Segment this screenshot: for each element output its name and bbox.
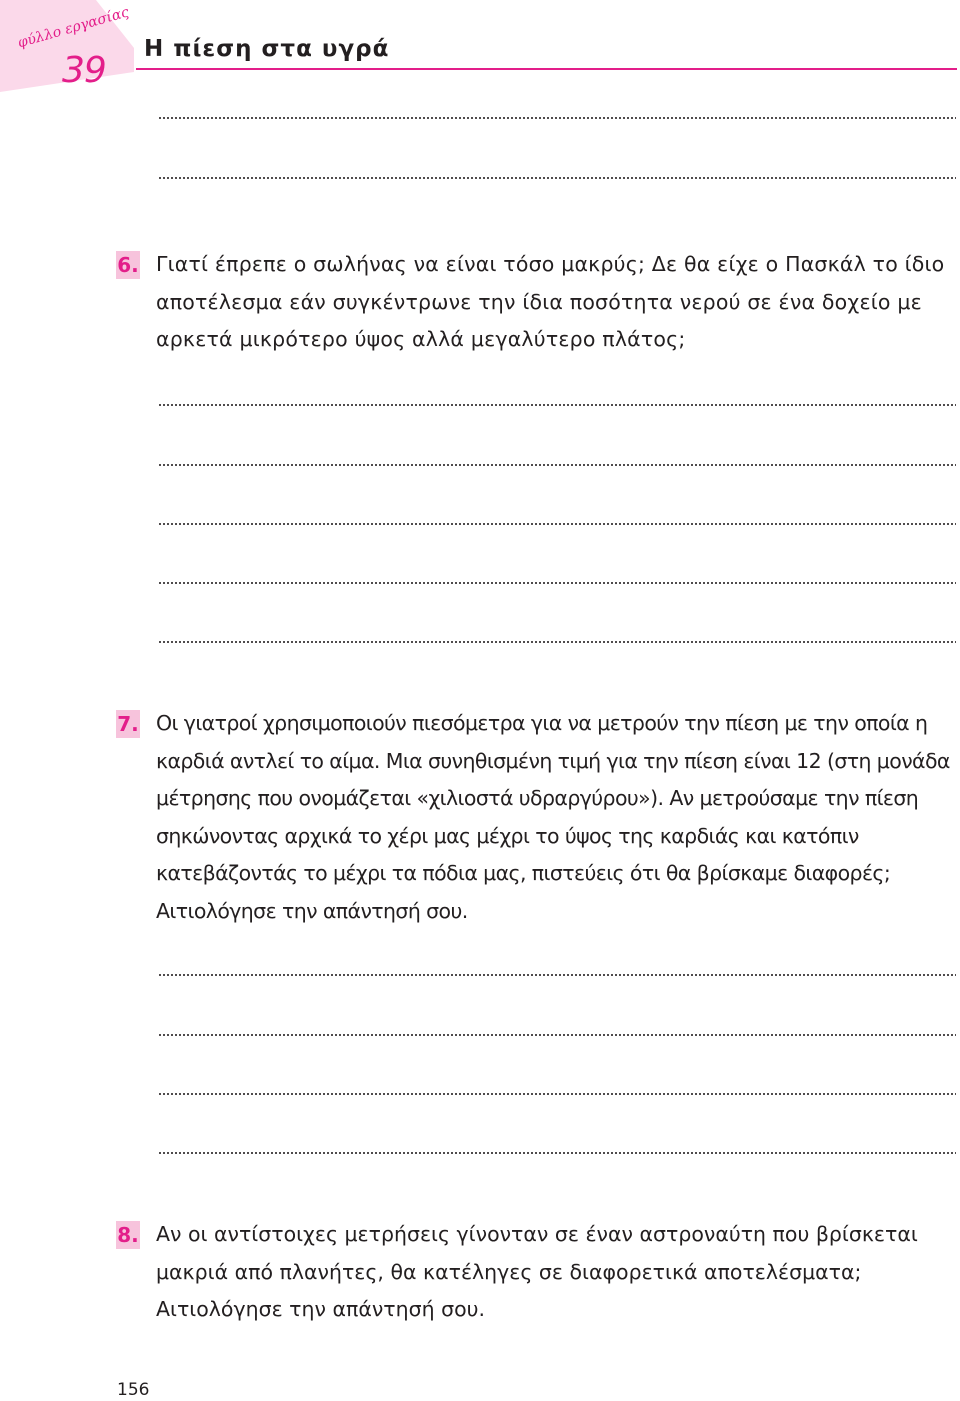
question-number-6: 6. <box>117 253 139 277</box>
answer-line[interactable] <box>158 117 956 119</box>
page-number: 156 <box>117 1380 150 1400</box>
worksheet-label: φύλλο εργασίας <box>16 4 131 52</box>
answer-line[interactable] <box>158 1034 956 1036</box>
answer-line[interactable] <box>158 582 956 584</box>
page-title: Η πίεση στα υγρά <box>144 36 390 62</box>
answer-line[interactable] <box>158 177 956 179</box>
answer-line[interactable] <box>158 1093 956 1095</box>
answer-line[interactable] <box>158 641 956 643</box>
worksheet-badge <box>0 0 134 92</box>
answer-line[interactable] <box>158 1152 956 1154</box>
worksheet-number: 39 <box>62 50 106 91</box>
title-underline <box>136 68 957 70</box>
answer-line[interactable] <box>158 404 956 406</box>
question-text-6: Γιατί έπρεπε ο σωλήνας να είναι τόσο μακρύς; Δε θα είχε ο Πασκάλ το ίδιο αποτέλεσμα εάν συγκέντρωνε την ίδια ποσότητα νερού σε ένα δοχείο με αρκετά μικρότερο ύψος αλλά μεγαλύτερο πλάτος; <box>156 252 945 351</box>
question-text-8: Αν οι αντίστοιχες μετρήσεις γίνονταν σε έναν αστροναύτη που βρίσκεται μακριά από πλανήτες, θα κατέληγες σε διαφορετικά αποτελέσματα; Αιτιολόγησε την απάντησή σου. <box>156 1222 918 1321</box>
question-text-7: Οι γιατροί χρησιμοποιούν πιεσόμετρα για να μετρούν την πίεση με την οποία η καρδιά αντλεί το αίμα. Μια συνηθισμένη τιμή για την πίεση είναι 12 (στη μονάδα μέτρησης που ονομάζεται «χιλιοστά υδραργύρου»). Αν μετρούσαμε την πίεση σηκώνοντας αρχικά το χέρι μας μέχρι το ύψος της καρδιάς και κατόπιν κατεβάζοντάς το μέχρι τα πόδια μας, πιστεύεις ότι θα βρίσκαμε διαφορές; Αιτιολόγησε την απάντησή σου. <box>156 711 950 923</box>
answer-line[interactable] <box>158 464 956 466</box>
question-number-7: 7. <box>117 712 139 736</box>
answer-line[interactable] <box>158 974 956 976</box>
answer-line[interactable] <box>158 523 956 525</box>
question-number-8: 8. <box>117 1223 139 1247</box>
